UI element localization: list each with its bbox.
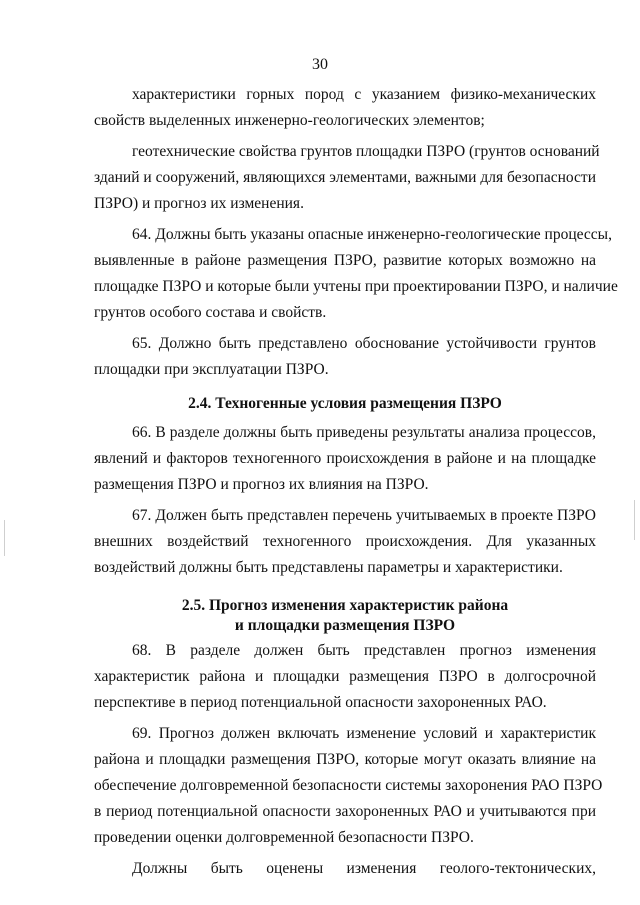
heading-line: 2.4. Техногенные условия размещения ПЗРО [188, 395, 502, 412]
text-line: перспективе в период потенциальной опасности захороненных РАО. [94, 694, 547, 711]
heading-line: и площадки размещения ПЗРО [234, 617, 456, 634]
paragraph-64 [94, 222, 618, 326]
text-line: характеристик района и площадки размещения ПЗРО в долгосрочной [94, 668, 596, 685]
text-line: Должны быть оценены изменения геолого-тектонических, [132, 860, 596, 877]
text-line: 66. В разделе должны быть приведены результаты анализа процессов, [132, 424, 596, 441]
text-line: 69. Прогноз должен включать изменение условий и характеристик [132, 725, 596, 742]
text-line: проведении оценки долговременной безопасности ПЗРО. [94, 829, 474, 846]
text-line: района и площадки размещения ПЗРО, которые могут оказать влияние на [94, 751, 596, 768]
section-heading-2-5 [94, 596, 596, 636]
section-heading-2-4 [94, 394, 596, 414]
text-line: свойств выделенных инженерно-геологических элементов; [94, 112, 485, 129]
paragraph-65 [94, 331, 596, 383]
paragraph-67 [94, 503, 596, 581]
paragraph-68 [94, 638, 596, 716]
text-line: 67. Должен быть представлен перечень учитываемых в проекте ПЗРО [132, 507, 596, 524]
heading-line: 2.5. Прогноз изменения характеристик района [181, 597, 509, 614]
page-number: 30 [312, 56, 328, 73]
paragraph-rock-characteristics [94, 82, 596, 134]
paragraph-66 [94, 420, 596, 498]
text-line: 65. Должно быть представлено обоснование устойчивости грунтов [132, 335, 596, 352]
text-line: обеспечение долговременной безопасности системы захоронения РАО ПЗРО [94, 777, 603, 794]
text-line: грунтов особого состава и свойств. [94, 304, 327, 321]
text-line: ПЗРО) и прогноз их изменения. [94, 195, 304, 212]
text-line: геотехнические свойства грунтов площадки ПЗРО (грунтов оснований [132, 143, 600, 160]
text-line: воздействий должны быть представлены параметры и характеристики. [94, 559, 563, 576]
paragraph-69 [94, 721, 603, 851]
text-line: площадке ПЗРО и которые были учтены при проектировании ПЗРО, и наличие [94, 278, 618, 295]
text-line: зданий и сооружений, являющихся элементами, важными для безопасности [94, 169, 596, 186]
paragraph-geotechnical-properties [94, 139, 600, 217]
text-line: внешних воздействий техногенного происхождения. Для указанных [94, 533, 596, 550]
text-line: характеристики горных пород с указанием физико-механических [132, 86, 596, 103]
text-line: площадки при эксплуатации ПЗРО. [94, 361, 329, 378]
scan-edge-mark-left [4, 520, 5, 556]
text-line: размещения ПЗРО и прогноз их влияния на ПЗРО. [94, 476, 429, 493]
text-line: выявленные в районе размещения ПЗРО, развитие которых возможно на [94, 252, 596, 269]
paragraph-70 [94, 856, 596, 882]
text-line: в период потенциальной опасности захороненных РАО и учитываются при [94, 803, 596, 820]
text-line: 64. Должны быть указаны опасные инженерно-геологические процессы, [132, 226, 612, 243]
document-body [94, 82, 618, 882]
text-line: явлений и факторов техногенного происхождения в районе и на площадке [94, 450, 596, 467]
text-line: 68. В разделе должен быть представлен прогноз изменения [132, 642, 596, 659]
scan-edge-mark-right [634, 500, 635, 540]
